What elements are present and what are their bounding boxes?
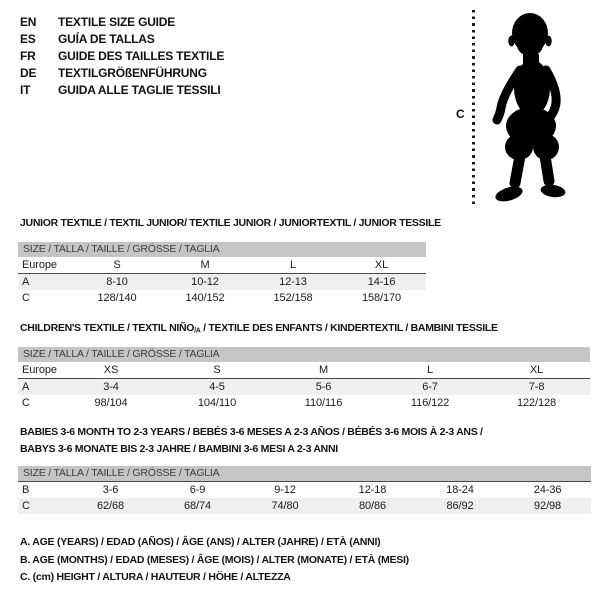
language-code: EN <box>20 15 37 29</box>
language-code: IT <box>20 83 31 97</box>
size-cell: XL <box>483 362 590 379</box>
value-cell: 14-16 <box>337 274 426 291</box>
size-name-row <box>18 257 426 274</box>
size-cell: XL <box>337 257 426 274</box>
value-cell: 3-6 <box>102 484 119 496</box>
row-label: C <box>18 498 67 514</box>
language-code: FR <box>20 49 36 63</box>
value-cell: 80/86 <box>329 498 416 514</box>
size-cell: L <box>249 257 337 274</box>
value-cell: 5-6 <box>270 379 377 396</box>
language-title: TEXTILGRÖßENFÜHRUNG <box>58 66 207 80</box>
babies-title-line2: BABYS 3-6 MONATE BIS 2-3 JAHRE / BAMBINI 3-6 MESI A 2-3 ANNI <box>20 443 338 455</box>
age-row <box>18 379 590 396</box>
value-cell: 7-8 <box>483 379 590 396</box>
value-cell: 12-18 <box>358 484 387 496</box>
value-cell: 110/116 <box>304 397 343 409</box>
size-cell: S <box>73 257 161 274</box>
children-title-part2: / TEXTILE DES ENFANTS / KINDERTEXTIL / BAMBINI TESSILE <box>200 322 498 334</box>
babies-size-table <box>18 466 591 514</box>
baby-silhouette-icon <box>490 8 590 208</box>
row-label: Europe <box>18 362 58 379</box>
value-cell: 158/170 <box>361 292 402 304</box>
language-title: GUÍA DE TALLAS <box>58 32 155 46</box>
language-code: ES <box>20 32 36 46</box>
value-cell: 140/152 <box>185 292 225 304</box>
babies-table-title <box>20 424 483 458</box>
height-measure-dotted-line <box>472 10 475 208</box>
height-row <box>18 498 591 514</box>
children-size-table <box>18 347 590 411</box>
height-row <box>18 290 426 306</box>
language-title-list <box>20 14 224 99</box>
value-cell: 152/158 <box>273 292 313 304</box>
value-cell: 6-9 <box>189 484 206 496</box>
note-age-years: A. AGE (YEARS) / EDAD (AÑOS) / ÂGE (ANS) / ALTER (JAHRE) / ETÀ (ANNI) <box>20 536 381 548</box>
children-title-part1: CHILDREN'S TEXTILE / TEXTIL NIÑO <box>20 322 195 334</box>
value-cell: 116/122 <box>410 397 450 409</box>
language-row-en <box>20 14 224 31</box>
language-row-es <box>20 31 224 48</box>
value-cell: 10-12 <box>161 274 249 291</box>
row-label: B <box>22 484 30 496</box>
value-cell: 74/80 <box>241 498 329 514</box>
language-row-de <box>20 65 224 82</box>
size-header-label: SIZE / TALLA / TAILLE / GRÖSSE / TAGLIA <box>18 466 591 482</box>
value-cell: 4-5 <box>164 379 270 396</box>
value-cell: 9-12 <box>274 484 296 496</box>
language-title: GUIDE DES TAILLES TEXTILE <box>58 49 225 63</box>
value-cell: 3-4 <box>58 379 164 396</box>
table-header-row <box>18 466 591 482</box>
age-row <box>18 274 426 291</box>
row-label: Europe <box>18 257 73 274</box>
size-name-row <box>18 362 590 379</box>
value-cell: 8-10 <box>73 274 161 291</box>
language-row-fr <box>20 48 224 65</box>
size-cell: L <box>377 362 483 379</box>
size-header-label: SIZE / TALLA / TAILLE / GRÖSSE / TAGLIA <box>18 242 426 257</box>
value-cell: 24-36 <box>533 484 562 496</box>
language-row-it <box>20 82 224 99</box>
value-cell: 92/98 <box>504 498 591 514</box>
children-table-title <box>20 320 498 340</box>
note-age-months: B. AGE (MONTHS) / EDAD (MESES) / ÂGE (MOIS) / ALTER (MONATE) / ETÀ (MESI) <box>20 553 409 566</box>
value-cell: 104/110 <box>197 397 237 409</box>
table-header-row <box>18 242 426 257</box>
height-row <box>18 395 590 411</box>
language-title: TEXTILE SIZE GUIDE <box>58 15 176 29</box>
row-label: C <box>22 292 30 304</box>
value-cell: 6-7 <box>377 379 483 396</box>
size-cell: M <box>161 257 249 274</box>
note-height-cm: C. (cm) HEIGHT / ALTURA / HAUTEUR / HÖHE / ALTEZZA <box>20 571 291 583</box>
language-code: DE <box>20 66 37 80</box>
value-cell: 12-13 <box>249 274 337 291</box>
size-header-label: SIZE / TALLA / TAILLE / GRÖSSE / TAGLIA <box>18 347 590 362</box>
legend-notes <box>20 534 409 587</box>
value-cell: 98/104 <box>94 397 128 409</box>
row-label: C <box>22 397 30 409</box>
value-cell: 128/140 <box>97 292 137 304</box>
row-label: A <box>18 274 73 291</box>
size-cell: S <box>164 362 270 379</box>
row-label: A <box>18 379 58 396</box>
value-cell: 62/68 <box>67 498 154 514</box>
value-cell: 68/74 <box>154 498 241 514</box>
table-header-row <box>18 347 590 362</box>
size-cell: XS <box>58 362 164 379</box>
size-cell: M <box>270 362 377 379</box>
junior-table-title: JUNIOR TEXTILE / TEXTIL JUNIOR/ TEXTILE JUNIOR / JUNIORTEXTIL / JUNIOR TESSILE <box>20 217 441 229</box>
height-measure-label: C <box>456 107 465 121</box>
children-title-subscript: /A <box>194 327 201 335</box>
age-months-row <box>18 482 591 499</box>
value-cell: 86/92 <box>416 498 504 514</box>
value-cell: 122/128 <box>517 397 557 409</box>
language-title: GUIDA ALLE TAGLIE TESSILI <box>58 83 221 97</box>
junior-size-table <box>18 242 426 306</box>
value-cell: 18-24 <box>446 484 474 496</box>
babies-title-line1: BABIES 3-6 MONTH TO 2-3 YEARS / BEBÉS 3-6 MESES A 2-3 AÑOS / BÉBÉS 3-6 MOIS À 2-3 ANS / <box>20 426 483 438</box>
